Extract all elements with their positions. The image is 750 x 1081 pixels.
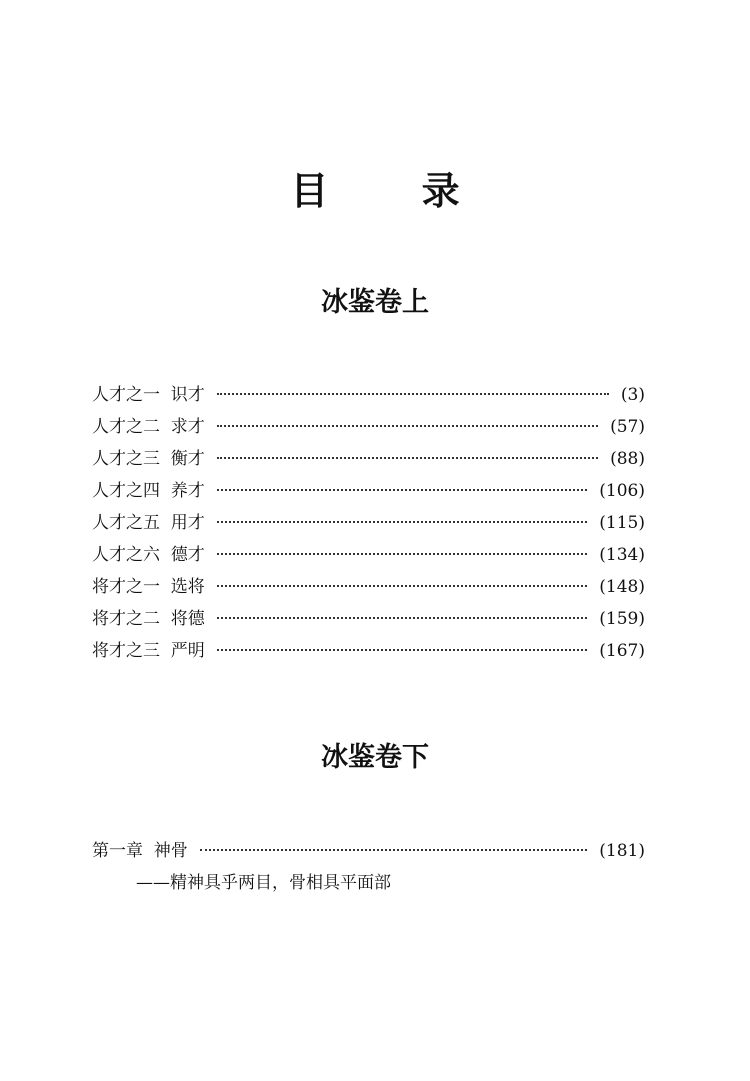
page-title: 目 录 bbox=[290, 169, 500, 213]
toc-entry-label: 人才之三 衡才 bbox=[92, 449, 205, 469]
toc-entry-page: (106) bbox=[599, 481, 645, 501]
toc-entry[interactable] bbox=[92, 540, 645, 572]
toc-entry[interactable] bbox=[92, 412, 645, 444]
toc-entry-page: (57) bbox=[610, 417, 645, 437]
volume1-title: 冰鉴卷上 bbox=[321, 287, 429, 318]
toc-entry[interactable] bbox=[92, 380, 645, 412]
toc-entry-page: (148) bbox=[599, 577, 645, 597]
toc-leader-dots bbox=[217, 617, 587, 619]
toc-leader-dots bbox=[217, 393, 609, 395]
toc-entry[interactable] bbox=[92, 476, 645, 508]
toc-leader-dots bbox=[217, 489, 587, 491]
toc-leader-dots bbox=[217, 425, 598, 427]
toc-entry-page: (134) bbox=[599, 545, 645, 565]
toc-entry[interactable] bbox=[92, 836, 645, 868]
toc-entry[interactable] bbox=[92, 604, 645, 636]
toc-entry[interactable] bbox=[92, 508, 645, 540]
toc-entry-page: (181) bbox=[599, 841, 645, 861]
toc-entry-label: 将才之二 将德 bbox=[92, 609, 205, 629]
toc-entry-label: 人才之一 识才 bbox=[92, 385, 205, 405]
toc-entry-label: 人才之五 用才 bbox=[92, 513, 205, 533]
toc-leader-dots bbox=[200, 849, 587, 851]
toc-entry-label: 人才之二 求才 bbox=[92, 417, 205, 437]
toc-entry-page: (115) bbox=[599, 513, 645, 533]
toc-entry-label: 将才之三 严明 bbox=[92, 641, 205, 661]
toc-leader-dots bbox=[217, 521, 587, 523]
toc-leader-dots bbox=[217, 457, 598, 459]
toc-entry-label: 将才之一 选将 bbox=[92, 577, 205, 597]
toc-entry[interactable] bbox=[92, 572, 645, 604]
volume2-toc bbox=[92, 836, 645, 900]
toc-entry-label: 人才之六 德才 bbox=[92, 545, 205, 565]
toc-entry-label: 第一章 神骨 bbox=[92, 841, 188, 861]
toc-entry-page: (167) bbox=[599, 641, 645, 661]
toc-leader-dots bbox=[217, 553, 587, 555]
toc-entry-label: 人才之四 养才 bbox=[92, 481, 205, 501]
toc-entry[interactable] bbox=[92, 444, 645, 476]
toc-leader-dots bbox=[217, 649, 587, 651]
toc-entry-page: (3) bbox=[620, 385, 645, 405]
toc-entry-subtitle: ——精神具乎两目，骨相具平面部 bbox=[136, 873, 391, 893]
toc-entry-page: (88) bbox=[610, 449, 645, 469]
volume2-title: 冰鉴卷下 bbox=[321, 742, 429, 773]
toc-entry-page: (159) bbox=[599, 609, 645, 629]
volume1-toc bbox=[92, 380, 645, 668]
toc-leader-dots bbox=[217, 585, 587, 587]
toc-entry[interactable] bbox=[92, 636, 645, 668]
